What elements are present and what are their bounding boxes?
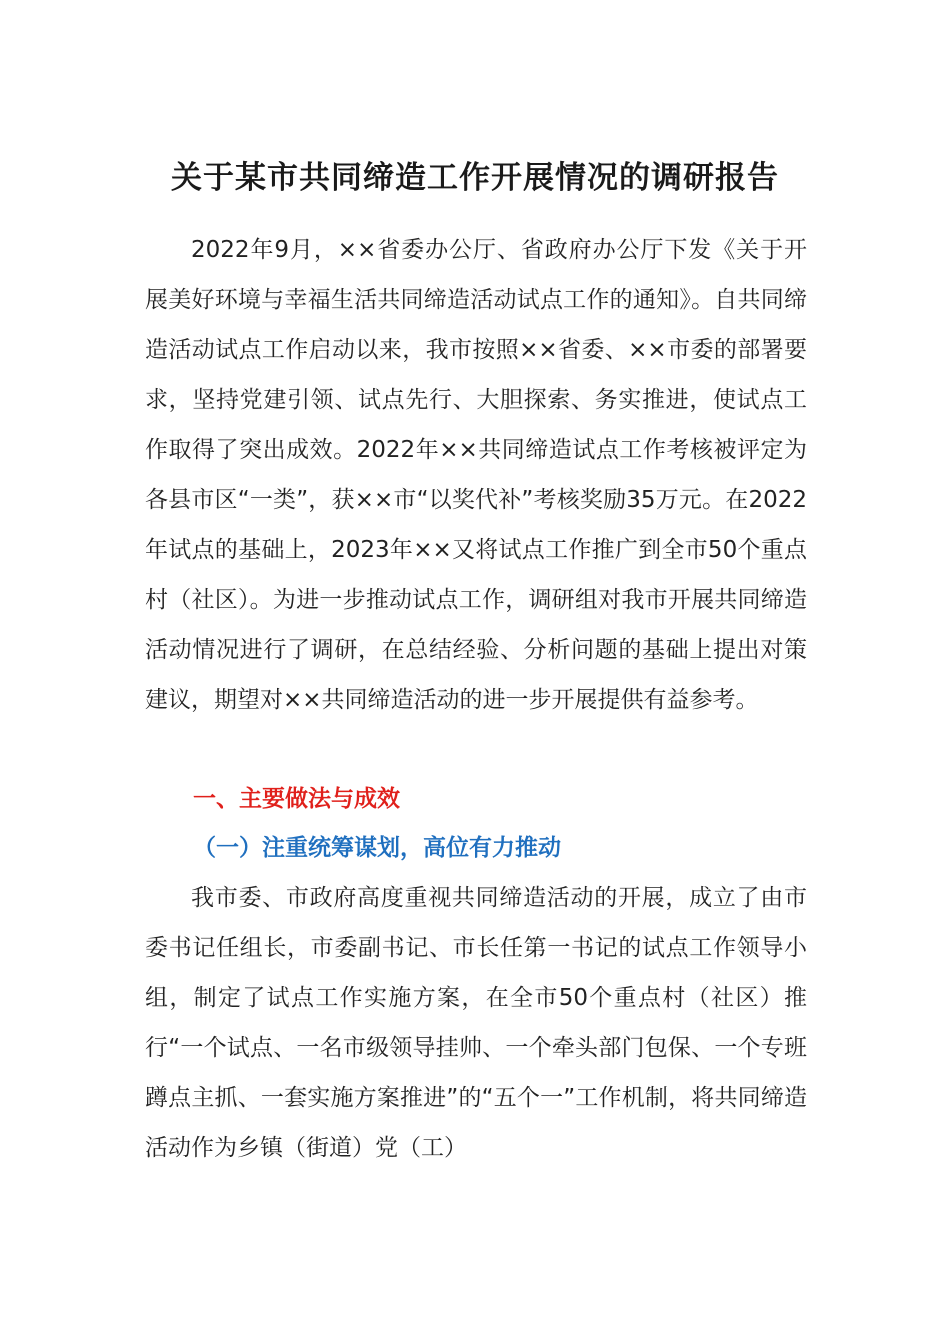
document-title: 关于某市共同缔造工作开展情况的调研报告 xyxy=(171,160,779,196)
section-heading: 一、主要做法与成效 xyxy=(193,786,400,812)
subsection-heading: （一）注重统筹谋划，高位有力推动 xyxy=(193,835,561,861)
section1-paragraph: 我市委、市政府高度重视共同缔造活动的开展，成立了由市委书记任组长，市委副书记、市长任第一书记的试点工作领导小组，制定了试点工作实施方案，在全市50个重点村（社区）推行“一个试点、一名市级领导挂帅、一个牵头部门包保、一个专班蹲点主抓、一套实施方案推进”的“五个一”工作机制，将共同缔造活动作为乡镇（街道）党（工） xyxy=(145,885,807,1161)
intro-paragraph: 2022年9月，××省委办公厅、省政府办公厅下发《关于开展美好环境与幸福生活共同缔造活动试点工作的通知》。自共同缔造活动试点工作启动以来，我市按照××省委、××市委的部署要求，坚持党建引领、试点先行、大胆探索、务实推进，使试点工作取得了突出成效。2022年××共同缔造试点工作考核被评定为各县市区“一类”，获××市“以奖代补”考核奖励35万元。在2022年试点的基础上，2023年××又将试点工作推广到全市50个重点村（社区）。为进一步推动试点工作，调研组对我市开展共同缔造活动情况进行了调研，在总结经验、分析问题的基础上提出对策建议，期望对××共同缔造活动的进一步开展提供有益参考。 xyxy=(145,237,807,713)
